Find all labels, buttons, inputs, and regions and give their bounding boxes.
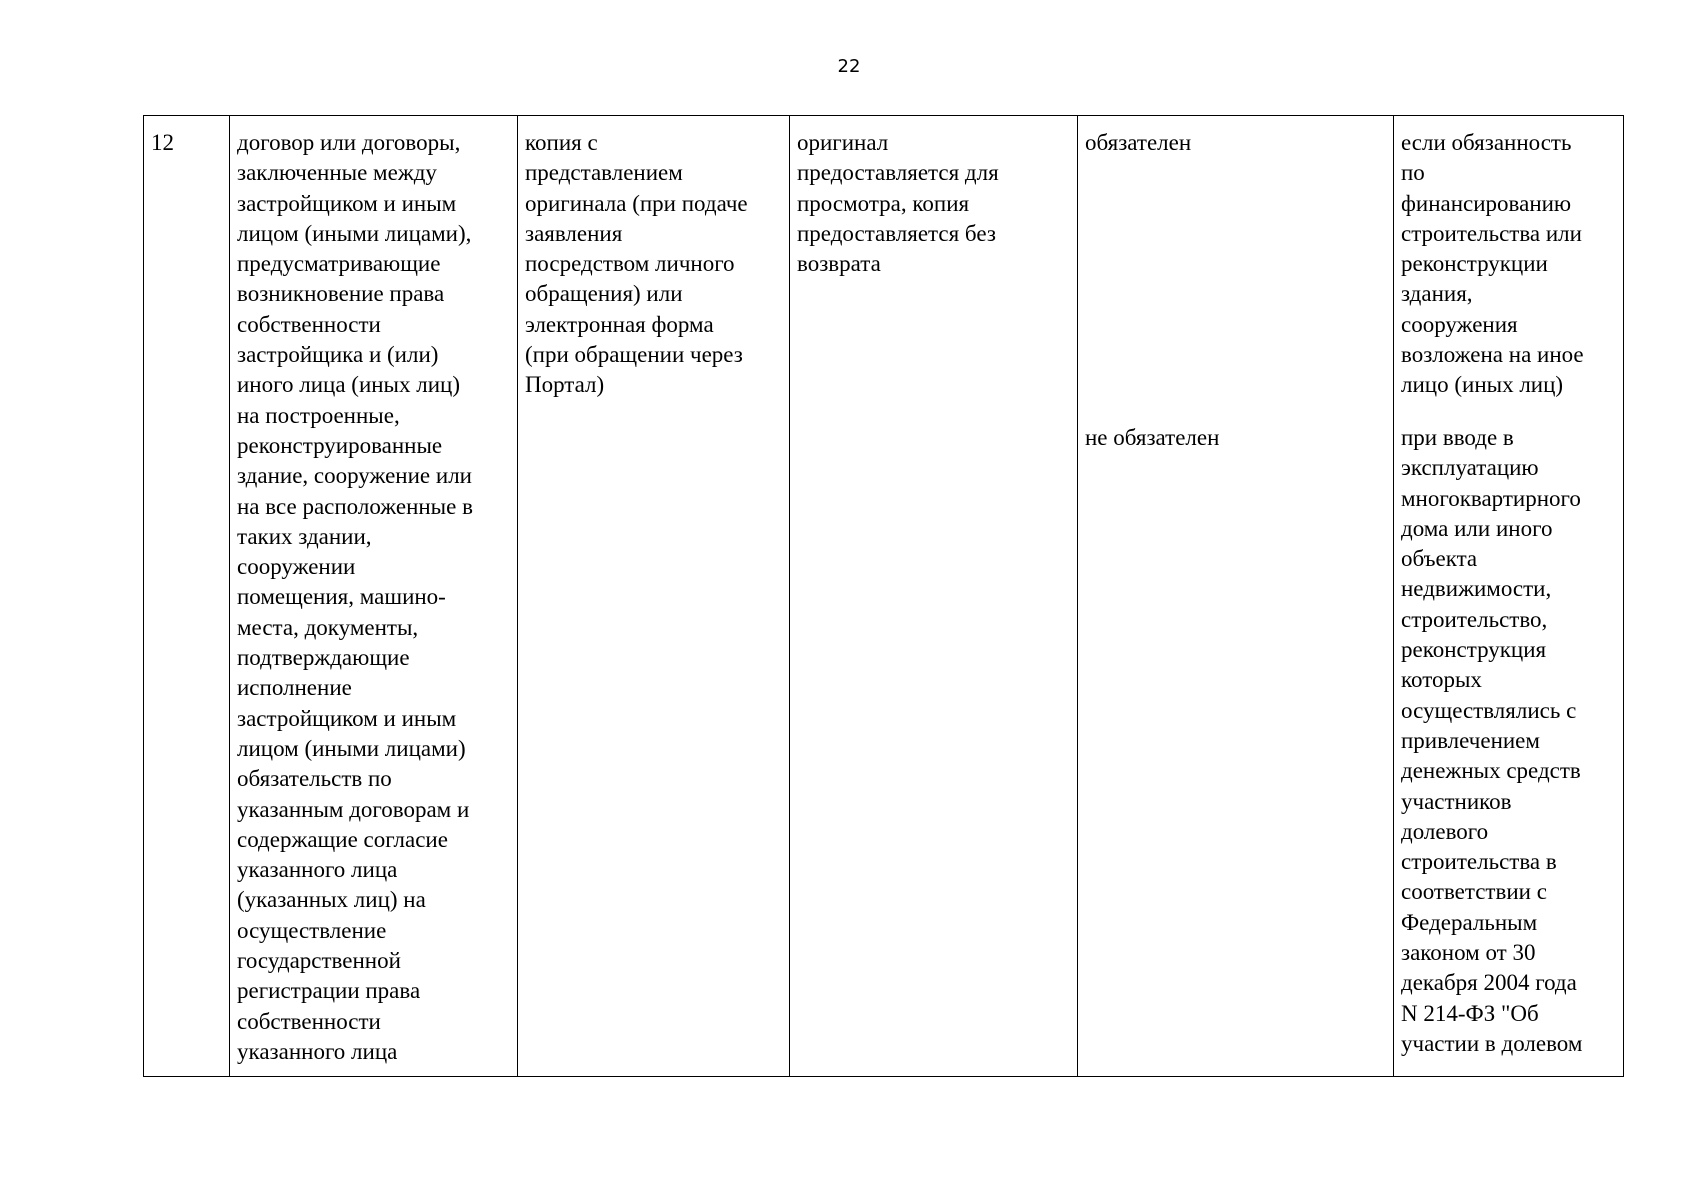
table-row bbox=[144, 116, 1624, 1077]
requirement-cell bbox=[1078, 116, 1394, 1077]
document-form: копия с представлением оригинала (при подаче заявления посредством личного обращения) или электронная форма (при обращении через Портал) bbox=[525, 130, 748, 398]
document-name-cell bbox=[230, 116, 518, 1077]
document-name: договор или договоры, заключенные между застройщиком и иным лицом (иными лицами), предусматривающие возникновение права собственности застройщика и (или) иного лица (иных лиц) на построенные, реконструированные здание, сооружение или на все расположенные в таких здании, сооружении помещения, машино- места, документы, подтверждающие исполнение застройщиком и иным лицом (иными лицами) обязательств по указанным договорам и содержащие согласие указанного лица (указанных лиц) на осуществление государственной регистрации права собственности указанного лица bbox=[237, 130, 473, 1064]
original-handling: оригинал предоставляется для просмотра, копия предоставляется без возврата bbox=[797, 130, 999, 277]
row-number: 12 bbox=[151, 130, 174, 155]
condition-optional: при вводе в эксплуатацию многоквартирного дома или иного объекта недвижимости, строительство, реконструкция которых осуществлялись с привлечением денежных средств участников долевого строительства в соответствии с Федеральным законом от 30 декабря 2004 года N 214-ФЗ "Об участии в долевом bbox=[1401, 425, 1583, 1056]
requirement-mandatory: обязателен bbox=[1085, 130, 1192, 155]
original-handling-cell bbox=[790, 116, 1078, 1077]
condition-mandatory: если обязанность по финансированию строительства или реконструкции здания, сооружения возложена на иное лицо (иных лиц) bbox=[1401, 130, 1584, 398]
document-form-cell bbox=[518, 116, 790, 1077]
condition-cell bbox=[1394, 116, 1624, 1077]
requirement-optional: не обязателен bbox=[1085, 425, 1220, 450]
document-table bbox=[143, 115, 1624, 1077]
page-number: 22 bbox=[837, 56, 861, 77]
row-number-cell bbox=[144, 116, 230, 1077]
